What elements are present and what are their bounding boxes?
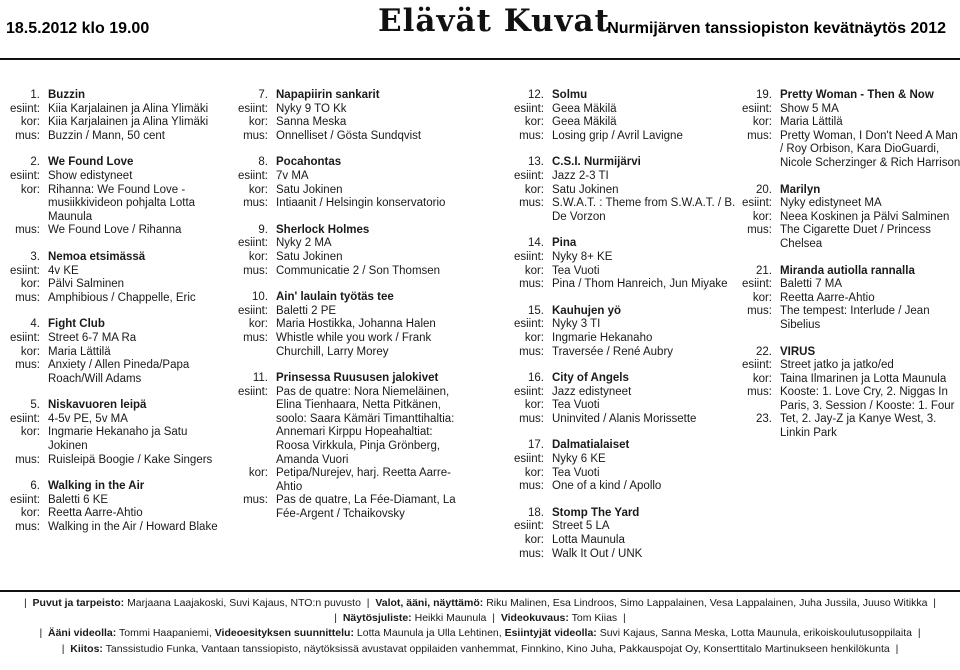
entry-title: Nemoa etsimässä bbox=[48, 250, 146, 263]
entry-value: Satu Jokinen bbox=[552, 183, 619, 196]
entry-number: 10. bbox=[252, 291, 268, 304]
entry-number: 7. bbox=[258, 89, 268, 101]
entry-title: Prinsessa Ruususen jalokivet bbox=[276, 372, 439, 385]
program-entry bbox=[732, 346, 960, 414]
program-entry bbox=[0, 156, 230, 238]
entry-label: kor: bbox=[524, 183, 544, 196]
footer-rule bbox=[0, 590, 960, 592]
entry-label: esiint: bbox=[741, 278, 772, 291]
entry-value: Jazz edistyneet bbox=[552, 385, 632, 398]
entry-value: Traversée / René Aubry bbox=[552, 345, 674, 358]
entry-value: Show 5 MA bbox=[780, 102, 839, 115]
entry-label: mus: bbox=[15, 453, 40, 466]
entry-value: Uninvited / Alanis Morissette bbox=[552, 412, 697, 425]
program-entry bbox=[504, 89, 736, 143]
entry-label: mus: bbox=[519, 197, 544, 210]
credits-line-2: | Näytösjuliste: Heikki Maunula | Videokuvaus: Tom Kiias | bbox=[334, 612, 626, 625]
entry-value: 7v MA bbox=[276, 169, 309, 182]
entry-value: Amphibious / Chappelle, Eric bbox=[48, 291, 196, 304]
entry-title: Dalmatialaiset bbox=[552, 439, 630, 452]
entry-title: Walking in the Air bbox=[48, 480, 145, 493]
entry-title: C.S.I. Nurmijärvi bbox=[552, 156, 641, 169]
program-entry bbox=[732, 265, 960, 333]
entry-number: 16. bbox=[528, 372, 544, 385]
entry-value: Anxiety / Allen Pineda/Papa Roach/Will Adams bbox=[48, 359, 190, 385]
entry-value: Maria Lättilä bbox=[780, 116, 843, 129]
entry-label: esiint: bbox=[513, 102, 544, 115]
entry-label: kor: bbox=[524, 331, 544, 344]
entry-label: kor: bbox=[248, 318, 268, 331]
entry-value: 4-5v PE, 5v MA bbox=[48, 412, 128, 425]
entry-label: mus: bbox=[747, 386, 772, 399]
entry-label: mus: bbox=[519, 129, 544, 142]
entry-label: kor: bbox=[248, 250, 268, 263]
entry-value: Nyky 3 TI bbox=[552, 318, 601, 331]
entry-value: Geea Mäkilä bbox=[552, 116, 617, 129]
credits-line-3: | Ääni videolla: Tommi Haapaniemi, Videoesityksen suunnittelu: Lotta Maunula ja Ulla Lehtinen, Esiintyjät videolla: Suvi Kajaus, Sanna Meska, Lotta Maunula, erikoiskoulutusoppilaita | bbox=[39, 627, 921, 640]
entry-label: kor: bbox=[20, 507, 40, 520]
program-entry bbox=[504, 372, 736, 426]
entry-label: kor: bbox=[248, 116, 268, 129]
entry-label: mus: bbox=[243, 331, 268, 344]
entry-value: We Found Love / Rihanna bbox=[48, 224, 182, 237]
entry-label: esiint: bbox=[513, 453, 544, 466]
entry-title: Pretty Woman - Then & Now bbox=[780, 89, 934, 101]
entry-value: Buzzin / Mann, 50 cent bbox=[48, 129, 165, 142]
entry-label: mus: bbox=[15, 291, 40, 304]
entry-label: esiint: bbox=[741, 102, 772, 115]
entry-value: 4v KE bbox=[48, 264, 79, 277]
entry-title: Niskavuoren leipä bbox=[48, 399, 147, 412]
entry-value: Show edistyneet bbox=[48, 169, 133, 182]
program-entry bbox=[228, 372, 458, 522]
entry-value: Onnelliset / Gösta Sundqvist bbox=[276, 129, 422, 142]
entry-label: mus: bbox=[243, 129, 268, 142]
entry-label: mus: bbox=[519, 480, 544, 493]
program-entry bbox=[0, 399, 230, 467]
entry-label: kor: bbox=[524, 466, 544, 479]
entry-label: kor: bbox=[752, 210, 772, 223]
entry-number: 12. bbox=[528, 89, 544, 101]
program-entry bbox=[504, 439, 736, 493]
show-title: Elävät Kuvat bbox=[378, 3, 610, 39]
entry-label: mus: bbox=[243, 197, 268, 210]
entry-value: Whistle while you work / Frank Churchill, Larry Morey bbox=[276, 331, 432, 358]
event-date: 18.5.2012 klo 19.00 bbox=[6, 20, 150, 37]
entry-value: Pas de quatre, La Fée-Diamant, La Fée-Argent / Tchaikovsky bbox=[276, 494, 456, 521]
entry-label: mus: bbox=[243, 494, 268, 507]
entry-label: esiint: bbox=[513, 250, 544, 263]
entry-value: Ingmarie Hekanaho ja Satu Jokinen bbox=[48, 426, 188, 453]
entry-label: esiint: bbox=[9, 493, 40, 506]
entry-label: mus: bbox=[243, 264, 268, 277]
entry-label: esiint: bbox=[237, 169, 268, 182]
entry-value: Lotta Maunula bbox=[552, 534, 625, 547]
credits-line-4: | Kiitos: Tanssistudio Funka, Vantaan tanssiopisto, näytöksissä avustavat oppilaiden vanhemmat, Finnkino, Kino Juha, Pakkauspojat Oy, Konserttitalo Martinukseen henkilökunta | bbox=[61, 642, 899, 655]
program-entry bbox=[732, 413, 960, 440]
entry-title: Ain' laulain työtäs tee bbox=[276, 291, 394, 304]
entry-label: esiint: bbox=[237, 237, 268, 250]
entry-number: 18. bbox=[528, 506, 544, 519]
school-title: Nurmijärven tanssiopiston kevätnäytös 2012 bbox=[607, 20, 946, 37]
entry-label: mus: bbox=[15, 129, 40, 142]
program-column-1 bbox=[0, 89, 230, 548]
entry-label: esiint: bbox=[513, 520, 544, 533]
program-entry bbox=[732, 89, 960, 171]
entry-label: esiint: bbox=[9, 102, 40, 115]
entry-label: kor: bbox=[524, 264, 544, 277]
program-entry bbox=[732, 184, 960, 252]
entry-value: S.W.A.T. : Theme from S.W.A.T. / B. De Vorzon bbox=[552, 197, 736, 223]
entry-label: kor: bbox=[524, 116, 544, 129]
entry-value: Maria Hostikka, Johanna Halen bbox=[276, 318, 436, 331]
entry-label: mus: bbox=[519, 412, 544, 425]
entry-value: Baletti 6 KE bbox=[48, 493, 109, 506]
entry-label: kor: bbox=[20, 183, 40, 196]
entry-value: Tea Vuoti bbox=[552, 264, 600, 277]
entry-value: Sanna Meska bbox=[276, 116, 347, 129]
entry-number: 1. bbox=[30, 89, 40, 101]
entry-number: 22. bbox=[756, 345, 772, 358]
header-rule bbox=[0, 58, 960, 60]
entry-value: Street 5 LA bbox=[552, 520, 610, 533]
entry-value: Baletti 7 MA bbox=[780, 278, 842, 291]
entry-title: Stomp The Yard bbox=[552, 506, 640, 519]
entry-label: kor: bbox=[752, 116, 772, 129]
entry-label: mus: bbox=[15, 521, 40, 534]
entry-label: mus: bbox=[519, 345, 544, 358]
entry-value: Reetta Aarre-Ahtio bbox=[780, 291, 875, 304]
entry-number: 11. bbox=[252, 372, 268, 385]
entry-title: Fight Club bbox=[48, 318, 105, 331]
entry-number: 6. bbox=[30, 480, 40, 493]
entry-value: Street 6-7 MA Ra bbox=[48, 331, 137, 344]
entry-value: Ingmarie Hekanaho bbox=[552, 331, 653, 344]
entry-label: esiint: bbox=[9, 331, 40, 344]
entry-label: kor: bbox=[752, 372, 772, 385]
entry-label: esiint: bbox=[741, 197, 772, 210]
entry-title: Solmu bbox=[552, 89, 588, 101]
program-entry bbox=[0, 89, 230, 143]
entry-label: 23. bbox=[756, 413, 772, 426]
header bbox=[0, 0, 960, 58]
entry-label: kor: bbox=[20, 116, 40, 129]
entry-label: esiint: bbox=[513, 385, 544, 398]
entry-label: mus: bbox=[747, 305, 772, 318]
entry-label: esiint: bbox=[513, 169, 544, 182]
entry-value: Kiia Karjalainen ja Alina Ylimäki bbox=[48, 116, 209, 129]
entry-title: Kauhujen yö bbox=[552, 304, 622, 317]
entry-value: Nyky 9 TO Kk bbox=[276, 102, 347, 115]
entry-title: We Found Love bbox=[48, 156, 134, 169]
entry-value: Nyky 2 MA bbox=[276, 237, 332, 250]
entry-label: esiint: bbox=[9, 264, 40, 277]
entry-value: Tea Vuoti bbox=[552, 399, 600, 412]
program-entry bbox=[504, 237, 736, 291]
credits-line-1: | Puvut ja tarpeisto: Marjaana Laajakoski, Suvi Kajaus, NTO:n puvusto | Valot, ääni, näyttämö: Riku Malinen, Esa Lindroos, Simo Lappalainen, Vesa Lappalainen, Juha Jussila, Juuso Witikka | bbox=[23, 597, 937, 609]
program-entry bbox=[504, 305, 736, 359]
entry-number: 5. bbox=[30, 399, 40, 412]
entry-label: esiint: bbox=[237, 304, 268, 317]
entry-value: Tea Vuoti bbox=[552, 466, 600, 479]
entry-label: kor: bbox=[20, 426, 40, 439]
program-entry bbox=[228, 156, 458, 210]
entry-value: The tempest: Interlude / Jean Sibelius bbox=[780, 305, 930, 331]
entry-value: Kooste: 1. Love Cry, 2. Niggas In Paris, 3. Session / Kooste: 1. Four bbox=[780, 386, 955, 412]
entry-label: mus: bbox=[519, 547, 544, 560]
entry-label: esiint: bbox=[9, 412, 40, 425]
entry-label: mus: bbox=[747, 224, 772, 237]
program-entry bbox=[228, 224, 458, 278]
entry-value: Kiia Karjalainen ja Alina Ylimäki bbox=[48, 102, 209, 115]
entry-value: Reetta Aarre-Ahtio bbox=[48, 507, 143, 520]
entry-number: 14. bbox=[528, 237, 544, 250]
entry-label: esiint: bbox=[513, 318, 544, 331]
entry-value: Ruisleipä Boogie / Kake Singers bbox=[48, 453, 213, 466]
program-entry bbox=[228, 291, 458, 359]
entry-label: esiint: bbox=[741, 359, 772, 372]
entry-number: 8. bbox=[258, 156, 268, 169]
program-entry bbox=[504, 156, 736, 224]
program-entry bbox=[0, 318, 230, 386]
program-column-3 bbox=[504, 89, 736, 574]
entry-value: Nyky 8+ KE bbox=[552, 250, 613, 263]
entry-value: Intiaanit / Helsingin konservatorio bbox=[276, 197, 446, 210]
entry-value: Nyky edistyneet MA bbox=[780, 197, 882, 210]
entry-number: 4. bbox=[30, 318, 40, 331]
program-column-2 bbox=[228, 89, 458, 535]
entry-value: Tet, 2. Jay-Z ja Kanye West, 3. Linkin Park bbox=[780, 413, 937, 440]
entry-value: Petipa/Nurejev, harj. Reetta Aarre-Ahtio bbox=[276, 467, 451, 493]
entry-number: 13. bbox=[528, 156, 544, 169]
entry-title: Sherlock Holmes bbox=[276, 223, 370, 236]
entry-value: Pas de quatre: Nora Niemeläinen, Elina Tienhaara, Netta Pitkänen, soolo: Saara Kämäri Timanttihaltia: Annemari Kirppu Hopeahaltiat: Roosa Virkkula, Pinja Grönberg, Amanda Vuori bbox=[276, 385, 455, 466]
entry-label: mus: bbox=[15, 359, 40, 372]
entry-label: esiint: bbox=[9, 169, 40, 182]
credits-footer bbox=[0, 596, 960, 657]
entry-value: Rihanna: We Found Love -musiikkivideon pohjalta Lotta Maunula bbox=[48, 183, 196, 223]
entry-value: Satu Jokinen bbox=[276, 183, 343, 196]
entry-number: 15. bbox=[528, 304, 544, 317]
entry-value: Maria Lättilä bbox=[48, 345, 111, 358]
program-column-4 bbox=[732, 89, 960, 454]
entry-label: kor: bbox=[752, 291, 772, 304]
entry-value: Satu Jokinen bbox=[276, 250, 343, 263]
entry-label: kor: bbox=[20, 278, 40, 291]
entry-label: mus: bbox=[747, 129, 772, 142]
entry-value: Pina / Thom Hanreich, Jun Miyake bbox=[552, 278, 728, 291]
entry-title: Marilyn bbox=[780, 183, 821, 196]
entry-number: 3. bbox=[30, 250, 40, 263]
program-entry bbox=[0, 251, 230, 305]
entry-value: Jazz 2-3 TI bbox=[552, 169, 609, 182]
entry-title: City of Angels bbox=[552, 372, 629, 385]
entry-title: Pina bbox=[552, 237, 577, 250]
entry-value: Walk It Out / UNK bbox=[552, 547, 643, 560]
entry-label: esiint: bbox=[237, 102, 268, 115]
entry-label: kor: bbox=[248, 183, 268, 196]
entry-value: One of a kind / Apollo bbox=[552, 480, 662, 493]
entry-title: VIRUS bbox=[780, 345, 816, 358]
entry-label: kor: bbox=[20, 345, 40, 358]
entry-title: Buzzin bbox=[48, 89, 86, 101]
entry-value: The Cigarette Duet / Princess Chelsea bbox=[780, 224, 931, 250]
entry-label: kor: bbox=[524, 399, 544, 412]
entry-label: kor: bbox=[524, 534, 544, 547]
entry-value: Neea Koskinen ja Pälvi Salminen bbox=[780, 210, 950, 223]
entry-number: 21. bbox=[756, 264, 772, 277]
entry-value: Pälvi Salminen bbox=[48, 278, 125, 291]
entry-value: Taina Ilmarinen ja Lotta Maunula bbox=[780, 372, 947, 385]
entry-number: 20. bbox=[756, 183, 772, 196]
entry-title: Pocahontas bbox=[276, 156, 342, 169]
entry-title: Miranda autiolla rannalla bbox=[780, 264, 915, 277]
entry-label: kor: bbox=[248, 467, 268, 480]
program-entry bbox=[504, 507, 736, 561]
entry-number: 17. bbox=[528, 439, 544, 452]
program-entry bbox=[228, 89, 458, 143]
entry-value: Baletti 2 PE bbox=[276, 304, 337, 317]
entry-value: Walking in the Air / Howard Blake bbox=[48, 521, 218, 534]
entry-value: Nyky 6 KE bbox=[552, 453, 606, 466]
entry-value: Losing grip / Avril Lavigne bbox=[552, 129, 683, 142]
entry-number: 2. bbox=[30, 156, 40, 169]
entry-value: Street jatko ja jatko/ed bbox=[780, 359, 894, 372]
entry-number: 19. bbox=[756, 89, 772, 101]
entry-label: esiint: bbox=[237, 385, 268, 398]
entry-value: Geea Mäkilä bbox=[552, 102, 617, 115]
entry-value: Pretty Woman, I Don't Need A Man / Roy Orbison, Kara DioGuardi, Nicole Scherzinger & Rich Harrison bbox=[780, 129, 960, 169]
entry-label: mus: bbox=[15, 224, 40, 237]
program-entry bbox=[0, 480, 230, 534]
entry-title: Napapiirin sankarit bbox=[276, 89, 380, 101]
entry-value: Communicatie 2 / Son Thomsen bbox=[276, 264, 441, 277]
entry-label: mus: bbox=[519, 278, 544, 291]
entry-number: 9. bbox=[258, 223, 268, 236]
